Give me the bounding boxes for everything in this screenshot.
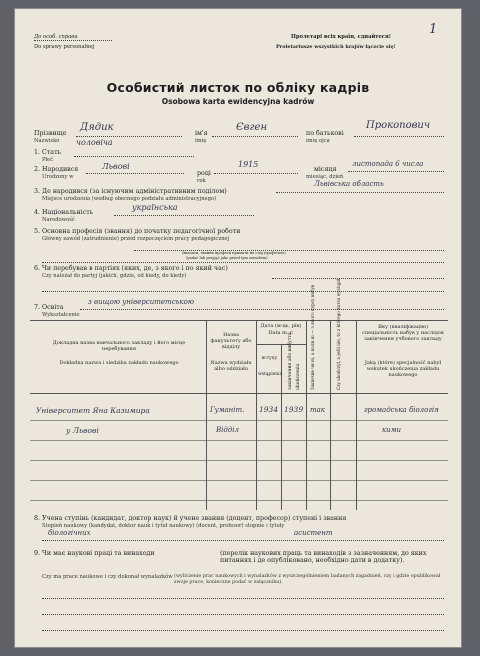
degree-label-pl: Stopień naukowy (kandydat, doktor nauk i tytuł naukowy) (docent, profesor) stopnie i tytuły [42,523,285,529]
page-number: 1 [429,22,438,37]
row2-specialty: кими [382,426,402,434]
col-specialty-header: Яку (кваліфікацію) спеціальність набув у наслідок закінчення учбового закладу [362,324,444,342]
born-month-label-pl: miesiąc, dzień [306,174,344,180]
col-faculty-header-pl: Nazwa wydziału albo oddziału [210,360,252,372]
col-specialty-header-pl: Jaką (które) specjalność nabył wskutek ukończenia zakładu naukowego [364,360,442,378]
col-institution-header: Докладна назва навчального закладу і його місце перебування [52,340,186,352]
nationality-label-pl: Narodowość [42,217,75,223]
row1-finished: так [310,406,325,414]
birthplace-label-pl: Miejsce urodzenia (według obecnego podziału administracyjnego) [42,196,217,202]
party-label-pl: Czy należał do partyj (jakich, gdzie, od kiedy, do kiedy) [42,273,187,279]
born-label-pl: Urodzony w [42,174,74,180]
personnel-form-sheet [14,8,462,648]
education-label: 7. Освіта [34,304,64,311]
patronymic-label-pl: imię ojca [306,138,330,144]
birthplace-value: Львівська область [314,180,384,188]
surname-label-pl: Nazwisko [34,138,60,144]
party-label: 6. Чи перебував в партіях (яких, де, з якого і по який час) [34,265,228,272]
nationality-value: українська [132,203,178,212]
header-left-bottom: Do sprawy personalnej [34,44,95,50]
education-value: з вищою університетською [88,298,194,306]
patronymic-value: Прокопович [366,120,431,131]
born-year-label-pl: rok [197,178,206,184]
education-label-pl: Wykształcenie [42,312,80,318]
born-month-label: місяця [314,166,337,173]
col-entry-header-pl: wstąpienia [258,372,283,377]
col-finished-header-pl: Czy ukończył, a jeśli nie, to z którego kursu wystąpił [336,278,341,390]
row2-faculty: Відділ [216,426,239,434]
header-right-bottom: Proletariusze wszystkich krajów łączcie się! [276,44,396,50]
header-right-top: Пролетарі всіх країн, єднайтеся! [291,34,392,40]
col-faculty-header: Назва факультету або відділу [210,332,252,350]
row1-faculty: Гуманіт. [210,406,245,414]
born-month-value: листопада 6 числа [352,160,424,168]
row1-specialty: громадська біологія [364,406,439,414]
col-institution-header-pl: Dokładna nazwa i siedziba zakładu naukowego [59,360,179,366]
patronymic-label: по батькові [306,130,344,137]
degree-label: 8. Учена ступінь (кандидат, доктор наук) й учене звання (доцент, професор) ступені і звання [34,515,347,522]
sex-label: 1. Стать [34,149,61,156]
col-finish-header-pl: ukończenia [296,363,301,390]
form-subtitle: Osobowa karta ewidencyjna kadrów [161,97,315,106]
birthplace-label: 3. Де народився (за існуючим адміністративним поділом) [34,188,227,195]
works-label: 9. Чи має наукові праці та винаходи [34,550,155,557]
row2-institution: у Львові [66,426,99,435]
col-finish-header: закінчення або вибуття [288,332,293,390]
profession-note-pl: (podać lub przyjąć jako przed tym zawodem) [186,256,268,260]
profession-label-pl: Główny zawód (zatrudnienie) przed rozpoczęciem pracy pedagogicznej [42,236,230,242]
col-date-header-pl: Data m. r. [268,330,294,336]
col-entry-header: вступу [261,356,278,361]
header-left-top: До особ. справи [34,34,78,40]
works-label-pl: Czy ma prace naukowe i czy dokonał wynalazków [42,574,173,580]
form-title: Особистий листок по обліку кадрів [106,80,370,95]
born-year-value: 1915 [238,160,259,169]
surname-value: Дядик [80,122,114,133]
born-year-label: році [197,170,211,177]
works-label-rest: (перелік наукових праць та винаходів з зазначенням, до яких питаннях і де опубліковано, необхідно дати в додатку). [220,550,427,564]
profession-label: 5. Основна професія (звання) до початку педагогічної роботи [34,228,241,235]
degree-value: біологічних [48,529,91,537]
name-label-pl: imię [195,138,207,144]
born-label: 2. Народився [34,166,79,173]
born-place-value: Львові [102,162,130,171]
nationality-label: 4. Національність [34,209,94,216]
profession-note-ua: (вказати, звання професії примати не слід професією) [182,251,286,255]
name-label: ім'я [195,130,208,137]
name-value: Євген [236,122,268,133]
col-finished-header: Закінчив чи ні, а коли ні — з якого курсу вибув [310,284,315,390]
col-date-header: Дата (м-ць, рік) [260,323,302,329]
sex-label-pl: Płeć [42,157,54,163]
surname-label: Прізвище [34,130,67,137]
sex-value: чоловіча [76,138,113,147]
title-value: асистент [294,529,333,537]
row1-end-year: 1939 [284,405,304,414]
row1-institution: Університет Яна Казимира [36,406,150,415]
row1-start-year: 1934 [259,405,279,414]
works-label-pl-rest: (wyliczenie prac naukowych i wynalazków z wyszczególnieniem badanych zagadnień, czy i gdzie opublikował swoje prace, konieczne podać w załączniku). [174,574,441,585]
